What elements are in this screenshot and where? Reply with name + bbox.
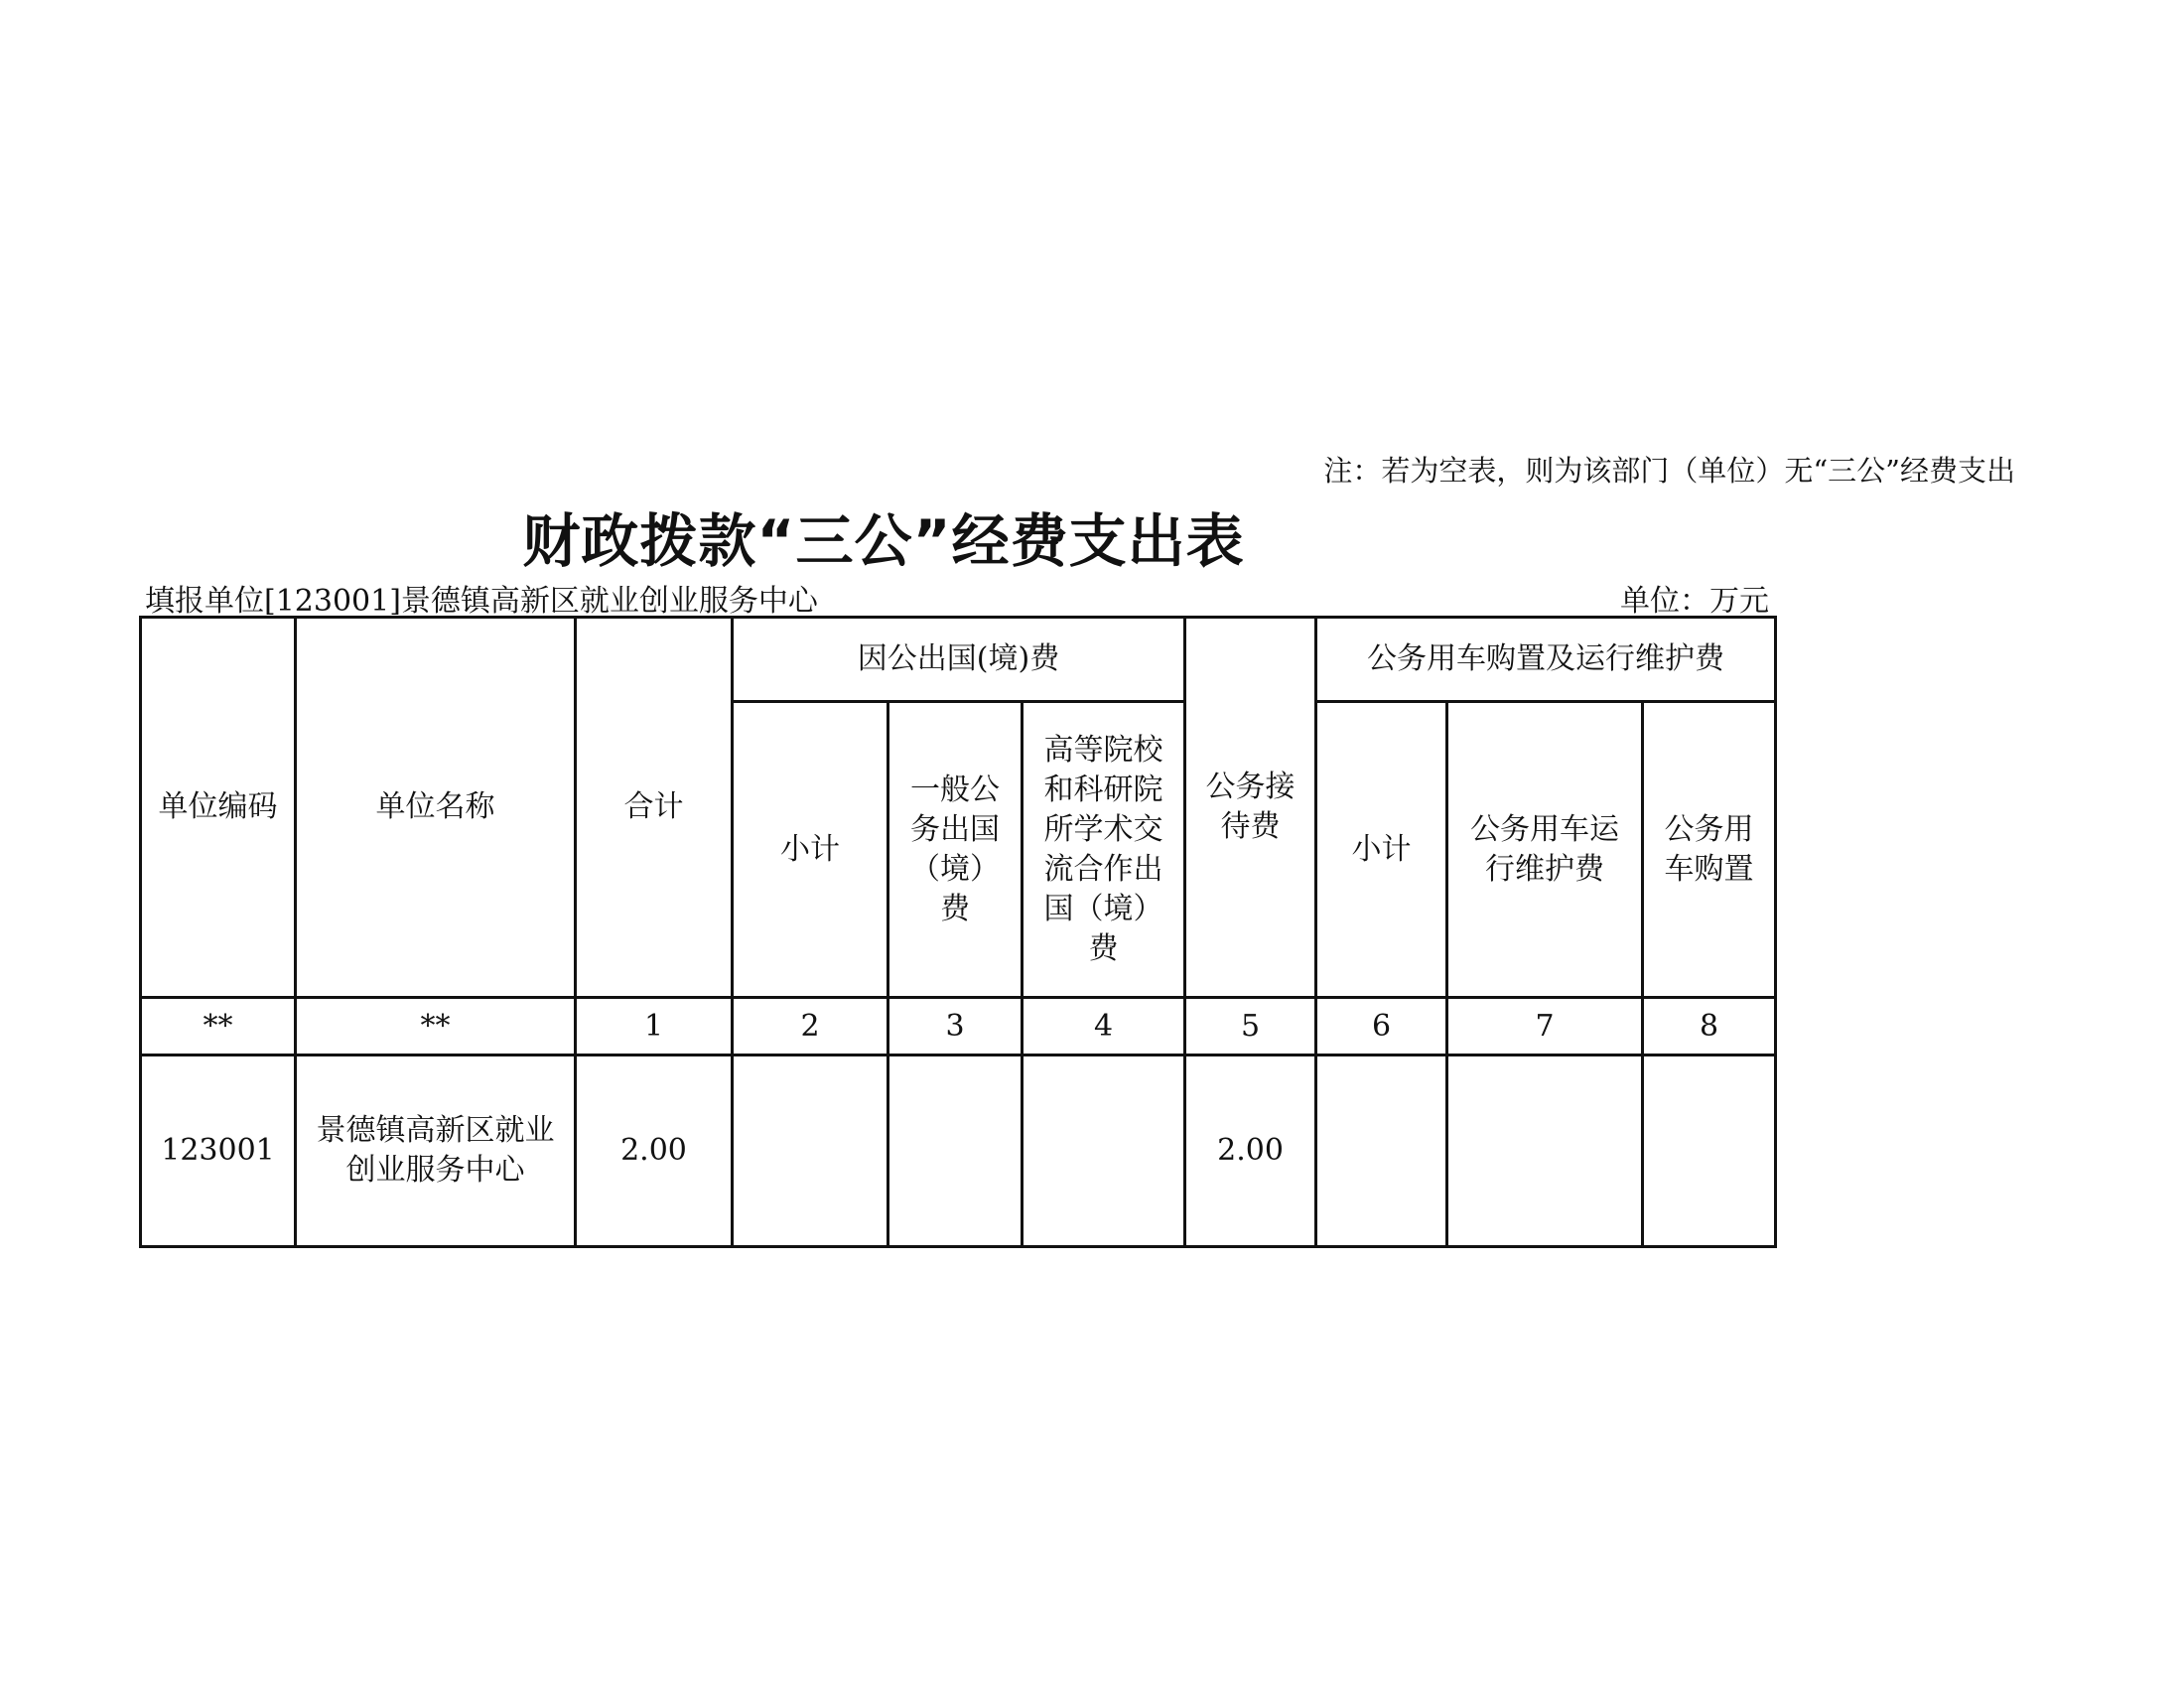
empty-table-note: 注：若为空表，则为该部门（单位）无“三公”经费支出 <box>1323 454 2015 488</box>
header-abroad-academic: 高等院校 和科研院 所学术交 流合作出 国（境） 费 <box>1023 702 1185 998</box>
header-abroad-group: 因公出国(境)费 <box>733 618 1185 702</box>
header-total: 合计 <box>576 618 733 998</box>
column-index-row <box>141 998 1776 1055</box>
expenditure-table <box>139 616 1777 1248</box>
cell-vehicle-subtotal <box>1316 1055 1447 1247</box>
currency-unit: 单位：万元 <box>1620 584 1769 619</box>
header-row <box>141 618 1776 702</box>
header-vehicle-subtotal: 小计 <box>1316 702 1447 998</box>
cell-vehicle-operation <box>1447 1055 1643 1247</box>
index-cell: 3 <box>888 998 1023 1055</box>
cell-abroad-subtotal <box>733 1055 888 1247</box>
cell-total: 2.00 <box>576 1055 733 1247</box>
header-unit-name: 单位名称 <box>296 618 576 998</box>
page-title: 财政拨款“三公”经费支出表 <box>522 507 1245 575</box>
cell-unit-code: 123001 <box>141 1055 296 1247</box>
cell-abroad-academic <box>1023 1055 1185 1247</box>
cell-unit-name: 景德镇高新区就业 创业服务中心 <box>296 1055 576 1247</box>
cell-vehicle-purchase <box>1643 1055 1776 1247</box>
index-cell: ** <box>141 998 296 1055</box>
index-cell: 7 <box>1447 998 1643 1055</box>
index-cell: 6 <box>1316 998 1447 1055</box>
filling-unit: 填报单位[123001]景德镇高新区就业创业服务中心 <box>145 584 818 619</box>
cell-abroad-general <box>888 1055 1023 1247</box>
header-unit-code: 单位编码 <box>141 618 296 998</box>
index-cell: 1 <box>576 998 733 1055</box>
cell-reception: 2.00 <box>1185 1055 1316 1247</box>
table-row <box>141 1055 1776 1247</box>
header-abroad-general: 一般公 务出国 （境） 费 <box>888 702 1023 998</box>
index-cell: 2 <box>733 998 888 1055</box>
index-cell: ** <box>296 998 576 1055</box>
header-reception: 公务接 待费 <box>1185 618 1316 998</box>
index-cell: 5 <box>1185 998 1316 1055</box>
index-cell: 8 <box>1643 998 1776 1055</box>
header-abroad-subtotal: 小计 <box>733 702 888 998</box>
header-vehicle-purchase: 公务用 车购置 <box>1643 702 1776 998</box>
header-vehicle-operation: 公务用车运 行维护费 <box>1447 702 1643 998</box>
header-vehicle-group: 公务用车购置及运行维护费 <box>1316 618 1776 702</box>
index-cell: 4 <box>1023 998 1185 1055</box>
